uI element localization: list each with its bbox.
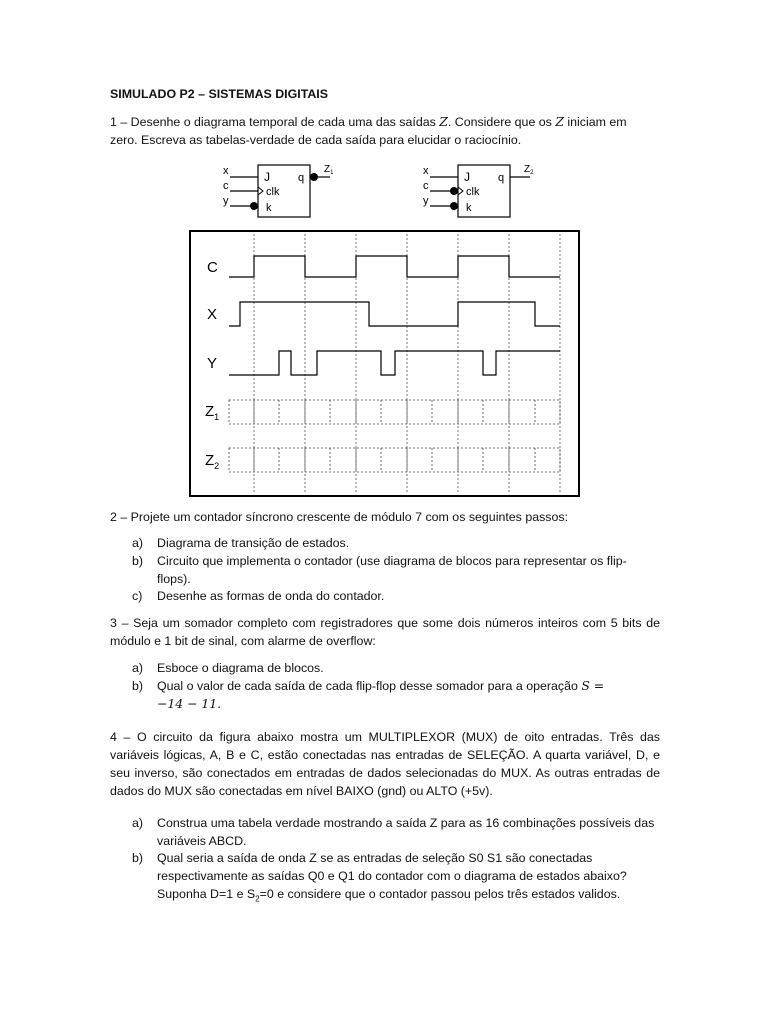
q4-text: 4 – O circuito da figura abaixo mostra um MULTIPLEXOR (MUX) de oito entradas. Três das variáveis lógicas, A, B e C, estão conectadas nas entradas de SELEÇÃO. A quarta variável, D, e seu inverso, são conectados em entradas de dados selecionadas do MUX. As outras entradas de dados do MUX são conectadas em nível BAIXO (gnd) ou ALTO (+5v).	[110, 730, 660, 798]
q1-var-z-1: Z	[439, 114, 448, 129]
flip-flop-1	[223, 164, 334, 217]
q3-item-a-text: Esboce o diagrama de blocos.	[157, 661, 324, 675]
ff1-input-c: c	[223, 180, 229, 192]
q2-item-c-text: Desenhe as formas de onda do contador.	[157, 589, 385, 603]
ff2-k-inverter-bubble	[450, 202, 458, 210]
ff1-input-y: y	[223, 195, 229, 207]
document-title: SIMULADO P2 – SISTEMAS DIGITAIS	[110, 87, 329, 101]
ff1-pin-j: J	[264, 170, 270, 184]
signal-label-y: Y	[207, 355, 218, 372]
q4-item-b-mark: b)	[132, 851, 144, 865]
q2-item-a-text: Diagrama de transição de estados.	[157, 536, 350, 550]
q1-line1-part-b: . Considere que os	[447, 115, 556, 129]
q3-item-a-mark: a)	[132, 661, 144, 675]
q3-math-expression: −14 − 11.	[157, 696, 222, 711]
ff2-input-x: x	[423, 165, 429, 177]
q3-item-b-mark: b)	[132, 679, 144, 693]
timing-frame	[190, 231, 579, 496]
q1-var-z-2: Z	[555, 114, 564, 129]
q3-math-s: S =	[581, 678, 605, 693]
ff2-input-y: y	[423, 195, 429, 207]
q1-line2: zero. Escreva as tabelas-verdade de cada saída para elucidar o raciocínio.	[110, 133, 522, 147]
q2-item-b-text: Circuito que implementa o contador (use diagrama de blocos para representar os flip-flops).	[157, 554, 627, 586]
ff1-input-x: x	[223, 165, 229, 177]
ff1-output-z: $Z_1$	[324, 164, 334, 176]
ff2-pin-clk: clk	[466, 186, 480, 198]
ff1-q-inverter-bubble	[310, 173, 318, 181]
timing-diagram	[189, 230, 581, 498]
signal-label-x: X	[207, 306, 218, 323]
ff2-clk-inverter-bubble	[450, 187, 458, 195]
q2-item-c-mark: c)	[132, 589, 143, 603]
ff2-pin-k: k	[466, 202, 472, 214]
signal-label-c: C	[207, 259, 218, 276]
q2-text: 2 – Projete um contador síncrono crescente de módulo 7 com os seguintes passos:	[110, 510, 569, 524]
signal-label-z2: $Z_2$	[205, 452, 220, 471]
q4-item-a-text: Construa uma tabela verdade mostrando a saída Z para as 16 combinações possíveis das variáveis ABCD.	[157, 816, 655, 848]
q3-text: 3 – Seja um somador completo com registradores que some dois números inteiros com 5 bits de módulo e 1 bit de sinal, com alarme de overflow:	[110, 616, 660, 648]
flip-flop-diagrams	[210, 160, 550, 222]
q2-item-a-mark: a)	[132, 536, 144, 550]
q4-item-a-mark: a)	[132, 816, 144, 830]
flip-flop-2	[423, 164, 534, 217]
q4-item-b-text: Qual seria a saída de onda Z se as entradas de seleção S0 S1 são conectadas respectivamente as saídas Q0 e Q1 do contador com o diagrama de estados abaixo? Suponha D=1 e $S_2=0$ e considere que o contador passou pelos três estados validos.	[157, 851, 627, 904]
q1-line1	[110, 113, 627, 131]
signal-label-z1: $Z_1$	[205, 403, 220, 422]
ff1-pin-k: k	[266, 202, 272, 214]
ff1-pin-q: q	[298, 172, 305, 184]
q2-item-b-mark: b)	[132, 554, 144, 568]
q1-line1-part-a: 1 – Desenhe o diagrama temporal de cada uma das saídas	[110, 115, 440, 129]
ff1-k-inverter-bubble	[250, 202, 258, 210]
ff2-output-z: $Z_2$	[524, 164, 534, 176]
q3-item-b-text: Qual o valor de cada saída de cada flip-flop desse somador para a operação S =	[157, 678, 605, 693]
ff2-pin-j: J	[464, 170, 470, 184]
ff2-input-c: c	[423, 180, 429, 192]
q1-line1-part-c: iniciam em	[563, 115, 627, 129]
ff2-pin-q: q	[498, 172, 505, 184]
ff1-pin-clk: clk	[266, 186, 280, 198]
